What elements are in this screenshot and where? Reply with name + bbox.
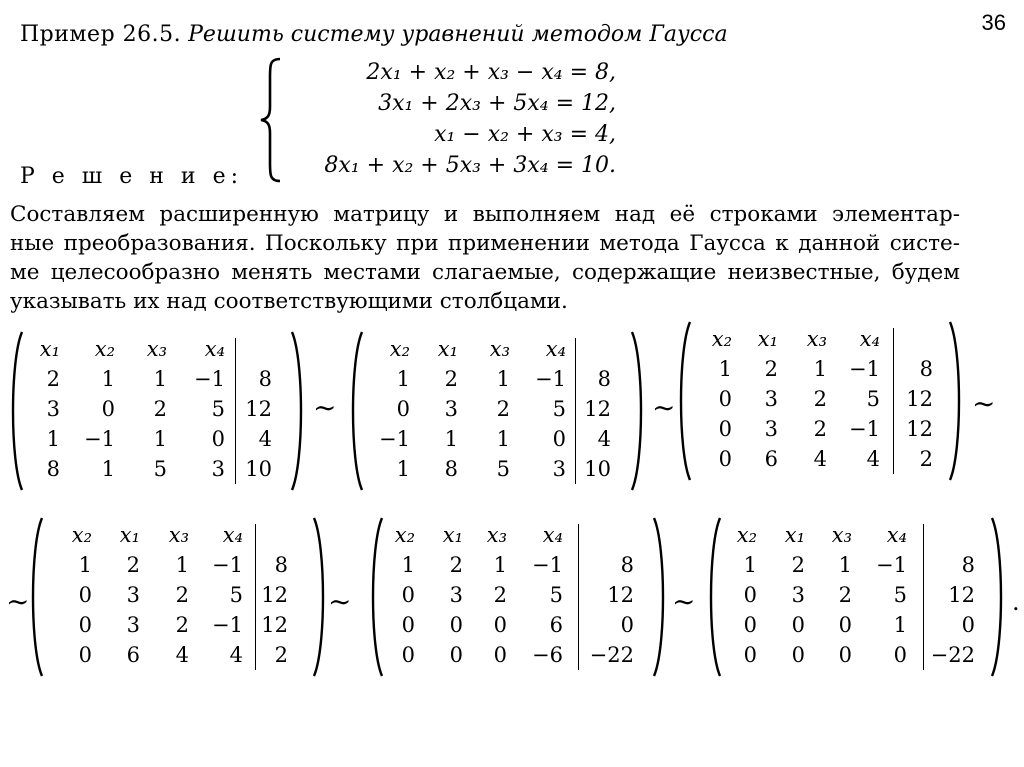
column-variable: x₁	[442, 523, 463, 547]
matrix-cell: 0	[78, 643, 92, 667]
solution-paragraph	[10, 200, 960, 316]
augmented-matrix-5	[368, 516, 668, 678]
matrix-cell: 1	[101, 457, 115, 481]
matrix-cell: 8	[444, 457, 458, 481]
column-variable: x₃	[489, 337, 510, 361]
matrix-cell: 0	[493, 643, 507, 667]
matrix-cell: 0	[961, 613, 975, 637]
matrix-cell: 2	[791, 553, 805, 577]
matrix-cell: 2	[764, 357, 778, 381]
matrix-cell: −6	[532, 643, 563, 667]
column-variable: x₄	[886, 523, 907, 547]
matrix-cell: 10	[245, 457, 272, 481]
matrix-cell: 1	[175, 553, 189, 577]
matrix-cell: 1	[46, 427, 60, 451]
matrix-grid	[348, 330, 646, 492]
matrix-cell: 3	[126, 613, 140, 637]
example-label: Пример 26.5.	[20, 22, 182, 47]
matrix-cell: 3	[552, 457, 566, 481]
matrix-cell: 12	[948, 583, 975, 607]
paragraph-line-4: указывать их над соответствующими столбцами.	[10, 289, 568, 314]
equiv-symbol-5: ∼	[328, 585, 352, 618]
matrix-cell: 0	[718, 417, 732, 441]
solution-label: Р е ш е н и е:	[20, 164, 244, 189]
equations	[286, 57, 616, 181]
matrix-cell: 12	[906, 387, 933, 411]
matrix-cell: 5	[496, 457, 510, 481]
matrix-cell: 5	[893, 583, 907, 607]
matrix-cell: 5	[153, 457, 167, 481]
equiv-symbol-6: ∼	[672, 585, 696, 618]
matrix-cell: 8	[597, 367, 611, 391]
matrix-cell: −1	[84, 427, 115, 451]
matrix-cell: 8	[919, 357, 933, 381]
matrix-cell: 3	[764, 387, 778, 411]
augmentation-bar	[235, 338, 236, 484]
matrix-cell: 0	[211, 427, 225, 451]
matrix-cell: 1	[893, 613, 907, 637]
matrix-grid	[706, 516, 1006, 678]
matrix-cell: 1	[101, 367, 115, 391]
matrix-cell: 0	[893, 643, 907, 667]
matrix-cell: 2	[449, 553, 463, 577]
matrix-cell: 1	[153, 367, 167, 391]
matrix-cell: 0	[449, 613, 463, 637]
matrix-cell: 8	[620, 553, 634, 577]
matrix-cell: −1	[876, 553, 907, 577]
column-variable: x₃	[806, 327, 827, 351]
matrix-cell: 1	[838, 553, 852, 577]
paragraph-line-1: Составляем расширенную матрицу и выполняем над её строками элементар-	[10, 202, 960, 227]
final-period: .	[1012, 588, 1020, 616]
column-variable: x₁	[437, 337, 458, 361]
matrix-cell: 5	[229, 583, 243, 607]
matrix-cell: 3	[444, 397, 458, 421]
matrix-cell: 1	[396, 457, 410, 481]
matrix-cell: 12	[584, 397, 611, 421]
matrix-cell: 2	[46, 367, 60, 391]
matrix-cell: 10	[584, 457, 611, 481]
left-brace-icon	[258, 57, 284, 183]
augmented-matrix-4	[28, 516, 328, 678]
matrix-cell: 0	[101, 397, 115, 421]
matrix-cell: 0	[743, 643, 757, 667]
matrix-cell: −1	[849, 357, 880, 381]
matrix-cell: 3	[764, 417, 778, 441]
page-number: 36	[981, 10, 1006, 35]
column-variable: x₄	[204, 337, 225, 361]
matrix-cell: 12	[261, 613, 288, 637]
column-variable: x₃	[146, 337, 167, 361]
matrix-cell: 0	[401, 583, 415, 607]
matrix-grid	[28, 516, 328, 678]
matrix-cell: 1	[496, 427, 510, 451]
equation-4: 8x₁ + x₂ + 5x₃ + 3x₄ = 10.	[324, 153, 616, 178]
augmented-matrix-6	[706, 516, 1006, 678]
column-variable: x₁	[757, 327, 778, 351]
equation-2: 3x₁ + 2x₃ + 5x₄ = 12,	[378, 91, 616, 116]
matrix-cell: 5	[552, 397, 566, 421]
matrix-cell: 6	[764, 447, 778, 471]
matrix-cell: −1	[212, 613, 243, 637]
matrix-cell: 2	[838, 583, 852, 607]
matrix-cell: 1	[496, 367, 510, 391]
matrix-cell: 4	[597, 427, 611, 451]
matrix-cell: 1	[743, 553, 757, 577]
matrix-cell: 2	[493, 583, 507, 607]
matrix-cell: −1	[194, 367, 225, 391]
column-variable: x₄	[545, 337, 566, 361]
example-task: Решить систему уравнений методом Гаусса	[188, 22, 728, 47]
matrix-cell: 0	[838, 643, 852, 667]
matrix-cell: 5	[866, 387, 880, 411]
matrix-cell: 4	[813, 447, 827, 471]
column-variable: x₂	[94, 337, 115, 361]
matrix-cell: 1	[718, 357, 732, 381]
matrix-cell: 8	[258, 367, 272, 391]
column-variable: x₂	[394, 523, 415, 547]
equation-1: 2x₁ + x₂ + x₃ − x₄ = 8,	[366, 60, 616, 85]
column-variable: x₂	[711, 327, 732, 351]
example-title	[20, 22, 728, 47]
matrix-cell: 6	[549, 613, 563, 637]
augmentation-bar	[255, 524, 256, 670]
matrix-cell: 3	[449, 583, 463, 607]
matrix-cell: 2	[919, 447, 933, 471]
column-variable: x₄	[542, 523, 563, 547]
matrix-cell: 2	[274, 643, 288, 667]
matrix-cell: −22	[930, 643, 975, 667]
matrix-cell: 8	[274, 553, 288, 577]
column-variable: x₃	[831, 523, 852, 547]
matrix-cell: 1	[153, 427, 167, 451]
column-variable: x₂	[736, 523, 757, 547]
augmentation-bar	[578, 524, 579, 670]
matrix-cell: 3	[126, 583, 140, 607]
matrix-cell: 8	[46, 457, 60, 481]
matrix-cell: 4	[866, 447, 880, 471]
matrix-cell: 0	[718, 447, 732, 471]
matrix-cell: 3	[791, 583, 805, 607]
augmentation-bar	[575, 338, 576, 484]
matrix-grid	[8, 330, 306, 492]
matrix-cell: 0	[791, 643, 805, 667]
matrix-cell: 1	[493, 553, 507, 577]
matrix-cell: 1	[444, 427, 458, 451]
augmented-matrix-2	[348, 330, 646, 492]
equiv-symbol-3: ∼	[972, 387, 996, 420]
column-variable: x₃	[486, 523, 507, 547]
matrix-cell: 0	[396, 397, 410, 421]
matrix-cell: −1	[379, 427, 410, 451]
matrix-cell: 4	[229, 643, 243, 667]
matrix-cell: 0	[620, 613, 634, 637]
matrix-cell: 0	[78, 583, 92, 607]
equation-system	[258, 57, 618, 185]
column-variable: x₁	[39, 337, 60, 361]
paragraph-line-2: ные преобразования. Поскольку при применении метода Гаусса к данной систе-	[10, 231, 960, 256]
matrix-cell: 0	[449, 643, 463, 667]
matrix-cell: 5	[211, 397, 225, 421]
augmentation-bar	[923, 524, 924, 670]
matrix-cell: 0	[838, 613, 852, 637]
matrix-cell: 3	[46, 397, 60, 421]
matrix-cell: 0	[791, 613, 805, 637]
column-variable: x₄	[222, 523, 243, 547]
column-variable: x₃	[168, 523, 189, 547]
augmentation-bar	[893, 328, 894, 474]
equiv-symbol-4: ∼	[6, 585, 30, 618]
matrix-cell: 1	[813, 357, 827, 381]
matrix-cell: 6	[126, 643, 140, 667]
matrix-cell: 2	[153, 397, 167, 421]
equiv-symbol-2: ∼	[652, 391, 676, 424]
matrix-cell: 12	[906, 417, 933, 441]
matrix-cell: 3	[211, 457, 225, 481]
augmented-matrix-1	[8, 330, 306, 492]
matrix-grid	[676, 320, 964, 482]
paragraph-line-3: ме целесообразно менять местами слагаемые, содержащие неизвестные, будем	[10, 260, 960, 285]
matrix-cell: 1	[396, 367, 410, 391]
matrix-cell: 2	[175, 583, 189, 607]
matrix-cell: 0	[552, 427, 566, 451]
matrix-cell: −1	[849, 417, 880, 441]
augmented-matrix-3	[676, 320, 964, 482]
matrix-cell: 2	[175, 613, 189, 637]
matrix-cell: 4	[175, 643, 189, 667]
matrix-cell: 0	[78, 613, 92, 637]
matrix-cell: 2	[813, 417, 827, 441]
column-variable: x₁	[784, 523, 805, 547]
matrix-cell: 0	[401, 643, 415, 667]
matrix-cell: 0	[743, 583, 757, 607]
matrix-cell: −1	[212, 553, 243, 577]
matrix-cell: 2	[444, 367, 458, 391]
matrix-cell: 0	[718, 387, 732, 411]
matrix-cell: 8	[961, 553, 975, 577]
matrix-cell: 2	[813, 387, 827, 411]
column-variable: x₂	[71, 523, 92, 547]
matrix-cell: 1	[401, 553, 415, 577]
column-variable: x₄	[859, 327, 880, 351]
matrix-cell: 12	[607, 583, 634, 607]
matrix-cell: 4	[258, 427, 272, 451]
matrix-cell: 1	[78, 553, 92, 577]
matrix-cell: 5	[549, 583, 563, 607]
matrix-cell: 12	[245, 397, 272, 421]
equiv-symbol-1: ∼	[313, 391, 337, 424]
equation-3: x₁ − x₂ + x₃ = 4,	[434, 122, 616, 147]
matrix-cell: −1	[532, 553, 563, 577]
matrix-cell: 0	[493, 613, 507, 637]
matrix-cell: −22	[589, 643, 634, 667]
column-variable: x₁	[119, 523, 140, 547]
matrix-cell: −1	[535, 367, 566, 391]
column-variable: x₂	[389, 337, 410, 361]
matrix-cell: 0	[401, 613, 415, 637]
matrix-cell: 2	[126, 553, 140, 577]
matrix-grid	[368, 516, 668, 678]
matrix-cell: 0	[743, 613, 757, 637]
matrix-cell: 2	[496, 397, 510, 421]
matrix-cell: 12	[261, 583, 288, 607]
